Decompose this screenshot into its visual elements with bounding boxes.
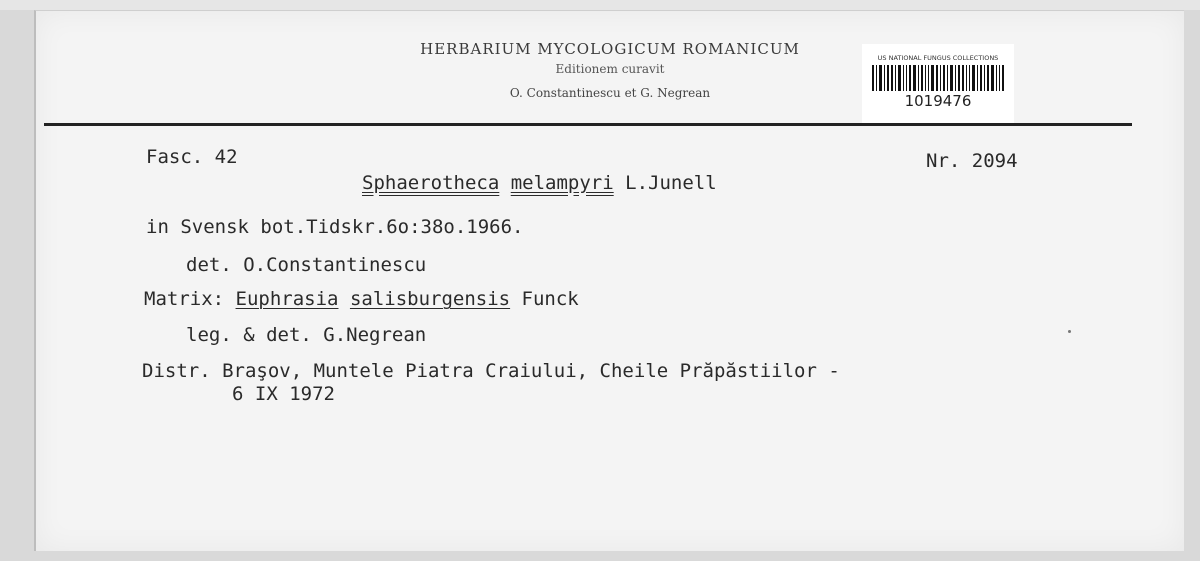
matrix-line — [144, 288, 579, 310]
barcode-bar — [984, 65, 985, 91]
specimen-number: Nr. 2094 — [926, 150, 1018, 172]
collector-line: leg. & det. G.Negrean — [186, 324, 427, 346]
collection-date: 6 IX 1972 — [232, 383, 335, 405]
barcode-collection: US NATIONAL FUNGUS COLLECTIONS — [877, 54, 999, 62]
barcode-bar — [950, 65, 953, 91]
barcode-sticker — [862, 44, 1014, 124]
barcode-bar — [891, 65, 893, 91]
speck — [1068, 330, 1071, 333]
barcode-bar — [987, 65, 989, 91]
barcode-bar — [921, 65, 923, 91]
barcode-bar — [898, 65, 901, 91]
barcode-bar — [958, 65, 960, 91]
barcode-bar — [887, 65, 889, 91]
edition-line: Editionem curavit — [555, 62, 665, 76]
citation-line: in Svensk bot.Tidskr.6o:38o.1966. — [146, 216, 524, 238]
barcode-bar — [906, 65, 907, 91]
barcode-bar — [966, 65, 967, 91]
barcode-bar — [996, 65, 997, 91]
matrix-label: Matrix: — [144, 288, 225, 310]
fascicle-number: Fasc. 42 — [146, 146, 238, 168]
barcode-bar — [972, 65, 975, 91]
taxon-author: L.Junell — [625, 172, 717, 194]
taxon-species: melampyri — [510, 172, 614, 194]
editors-line: O. Constantinescu et G. Negrean — [509, 86, 711, 100]
barcode-bar — [999, 65, 1000, 91]
barcode-bar — [943, 65, 945, 91]
barcode-bar — [913, 65, 916, 91]
barcode-bar — [876, 65, 877, 91]
barcode-bar — [991, 65, 994, 91]
barcode-bar — [980, 65, 982, 91]
barcode-bar — [1002, 65, 1004, 91]
barcode-bar — [925, 65, 926, 91]
barcode-bar — [903, 65, 904, 91]
herbarium-title: HERBARIUM MYCOLOGICUM ROMANICUM — [420, 40, 800, 58]
background-strip — [0, 0, 1200, 10]
barcode-bar — [962, 65, 964, 91]
barcode-bar — [977, 65, 978, 91]
header-divider — [44, 123, 1132, 126]
barcode-bar — [955, 65, 956, 91]
distribution-line: Distr. Braşov, Muntele Piatra Craiului, Cheile Prăpăstiilor - — [142, 360, 840, 382]
barcode-bar — [918, 65, 919, 91]
barcode-bar — [931, 65, 934, 91]
barcode-bars — [872, 65, 1004, 91]
barcode-bar — [969, 65, 970, 91]
barcode-bar — [895, 65, 896, 91]
barcode-bar — [936, 65, 938, 91]
taxon-name — [362, 172, 717, 194]
barcode-bar — [928, 65, 929, 91]
taxon-genus: Sphaerotheca — [362, 172, 500, 194]
barcode-bar — [947, 65, 948, 91]
barcode-bar — [872, 65, 874, 91]
barcode-bar — [909, 65, 911, 91]
barcode-number: 1019476 — [904, 92, 972, 110]
barcode-bar — [940, 65, 941, 91]
matrix-species: salisburgensis — [349, 288, 511, 310]
barcode-bar — [879, 65, 882, 91]
barcode-bar — [884, 65, 885, 91]
matrix-author: Funck — [521, 288, 579, 310]
determiner-line: det. O.Constantinescu — [186, 254, 427, 276]
label-header — [350, 40, 870, 100]
matrix-genus: Euphrasia — [235, 288, 339, 310]
